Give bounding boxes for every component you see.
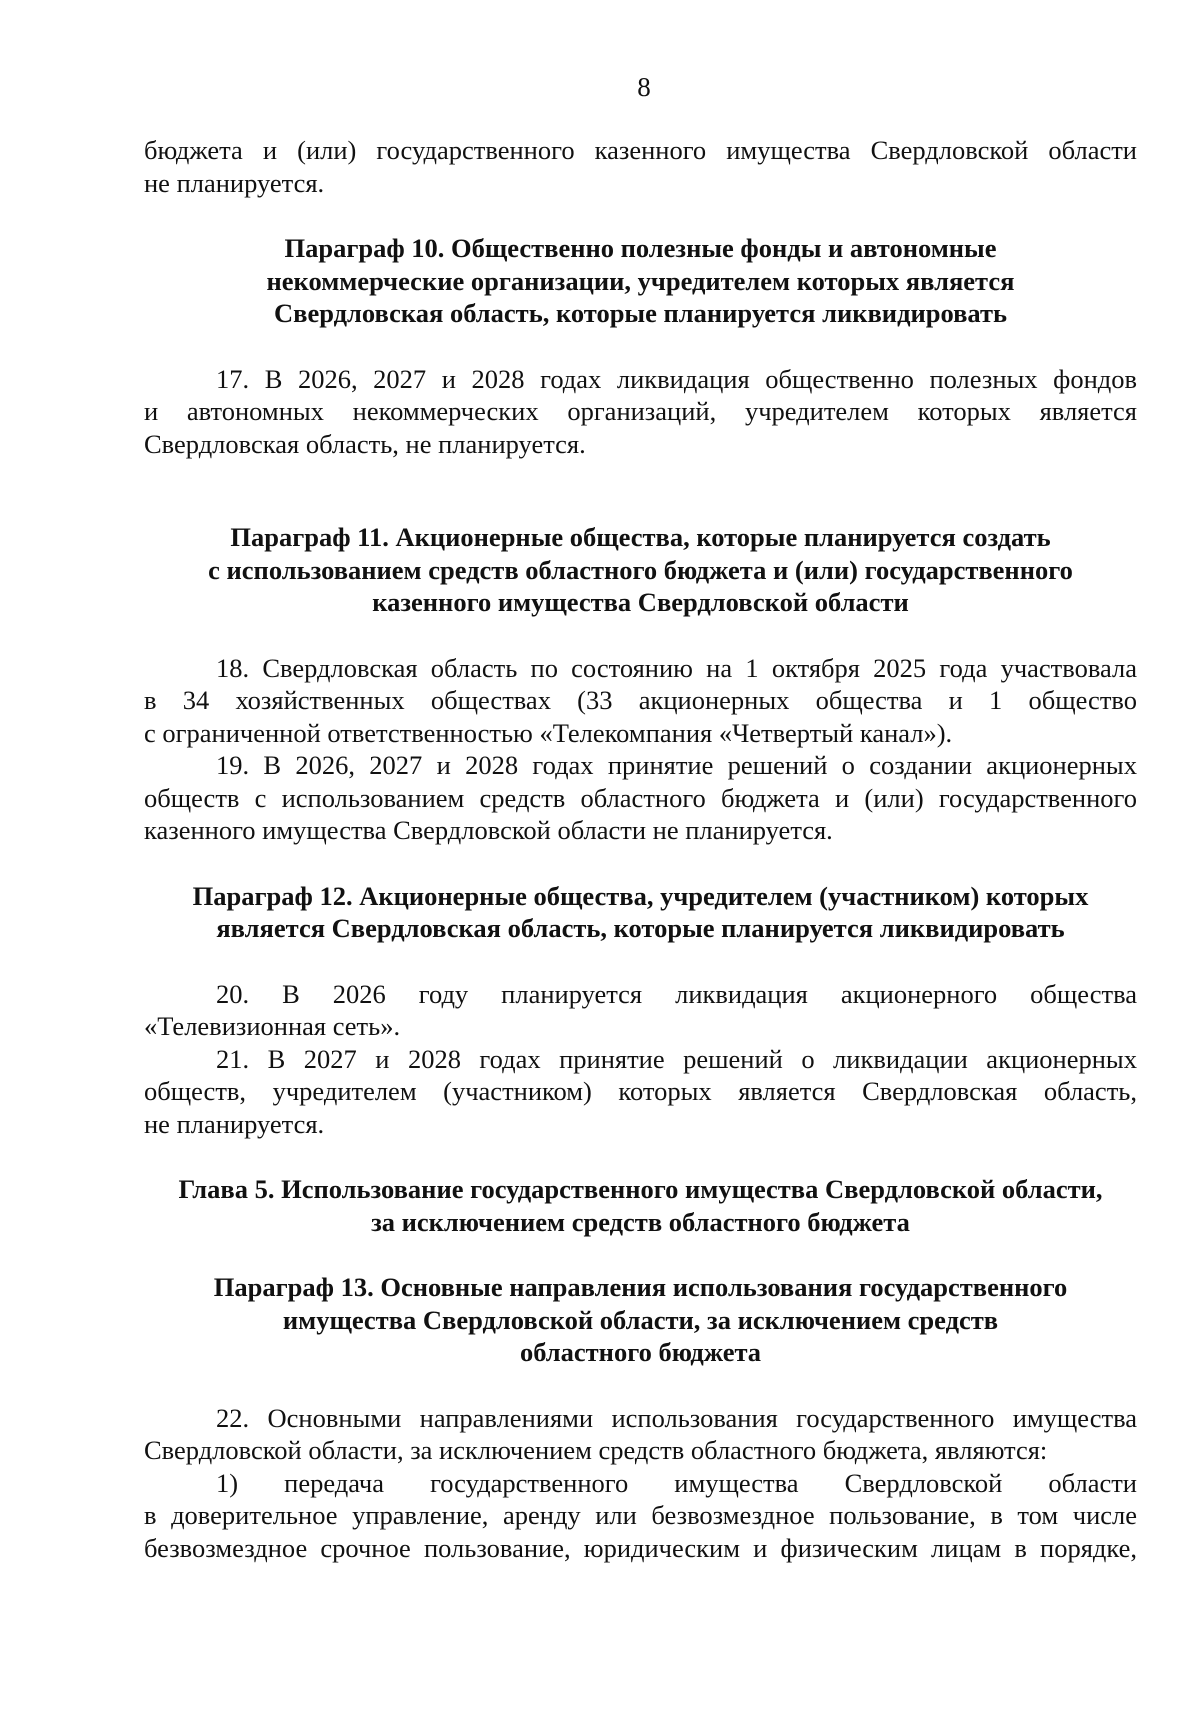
text-line: в 34 хозяйственных обществах (33 акционерных общества и 1 общество <box>144 685 1137 715</box>
text-line: 22. Основными направлениями использования государственного имущества <box>216 1402 1137 1433</box>
text-line: Свердловская область, не планируется. <box>144 428 586 459</box>
heading-line: некоммерческие организации, учредителем которых является <box>266 265 1015 296</box>
heading-line: Свердловская область, которые планируется ликвидировать <box>274 298 1007 328</box>
text-line: 19. В 2026, 2027 и 2028 годах принятие решений о создании акционерных <box>216 750 1137 780</box>
paragraph-13-heading <box>144 1271 1137 1369</box>
heading-line: Параграф 12. Акционерные общества, учредителем (участником) которых <box>192 880 1089 911</box>
text-line: 18. Свердловская область по состоянию на 1 октября 2025 года участвовала <box>216 652 1137 683</box>
chapter-5-heading <box>144 1173 1137 1238</box>
text-line: с ограниченной ответственностью «Телекомпания «Четвертый канал»). <box>144 717 953 748</box>
heading-line: областного бюджета <box>519 1337 762 1367</box>
text-line: и автономных некоммерческих организаций, учредителем которых является <box>144 396 1137 426</box>
item-18 <box>144 652 1137 750</box>
heading-line: Параграф 13. Основные направления использования государственного <box>213 1272 1068 1302</box>
document-body <box>144 134 1137 1564</box>
heading-line: Глава 5. Использование государственного имущества Свердловской области, <box>178 1174 1103 1204</box>
paragraph-11-heading <box>144 521 1137 619</box>
text-line: безвозмездное срочное пользование, юридическим и физическим лицам в порядке, <box>144 1532 1137 1563</box>
item-19 <box>144 749 1137 847</box>
text-line: 21. В 2027 и 2028 годах принятие решений о ликвидации акционерных <box>216 1043 1137 1074</box>
text-line: 17. В 2026, 2027 и 2028 годах ликвидация общественно полезных фондов <box>216 363 1137 394</box>
text-line: казенного имущества Свердловской области не планируется. <box>144 815 833 845</box>
text-line: 20. В 2026 году планируется ликвидация акционерного общества <box>216 978 1137 1009</box>
item-17 <box>144 363 1137 461</box>
text-line: не планируется. <box>144 167 325 198</box>
text-line: обществ, учредителем (участником) которых является Свердловская область, <box>144 1076 1137 1106</box>
subitem-1 <box>144 1467 1137 1565</box>
text-line: в доверительное управление, аренду или безвозмездное пользование, в том числе <box>144 1500 1137 1530</box>
text-line: обществ с использованием средств областного бюджета и (или) государственного <box>144 782 1137 813</box>
text-line: 1) передача государственного имущества Свердловской области <box>216 1467 1137 1498</box>
text-line: «Телевизионная сеть». <box>144 1011 401 1041</box>
heading-line: казенного имущества Свердловской области <box>372 587 909 617</box>
paragraph-12-heading <box>144 880 1137 945</box>
heading-line: Параграф 10. Общественно полезные фонды и автономные <box>284 233 997 263</box>
item-21 <box>144 1043 1137 1141</box>
intro-paragraph <box>144 134 1137 199</box>
heading-line: Параграф 11. Акционерные общества, которые планируется создать <box>230 522 1051 552</box>
item-20 <box>144 978 1137 1043</box>
item-22 <box>144 1402 1137 1467</box>
text-line: не планируется. <box>144 1108 325 1139</box>
paragraph-10-heading <box>144 232 1137 330</box>
text-line: бюджета и (или) государственного казенного имущества Свердловской области <box>144 135 1137 165</box>
page-number: 8 <box>637 72 651 102</box>
heading-line: с использованием средств областного бюджета и (или) государственного <box>208 554 1073 585</box>
heading-line: за исключением средств областного бюджета <box>371 1206 910 1237</box>
heading-line: является Свердловская область, которые планируется ликвидировать <box>216 913 1065 943</box>
text-line: Свердловской области, за исключением средств областного бюджета, являются: <box>144 1435 1048 1465</box>
heading-line: имущества Свердловской области, за исключением средств <box>282 1304 999 1335</box>
